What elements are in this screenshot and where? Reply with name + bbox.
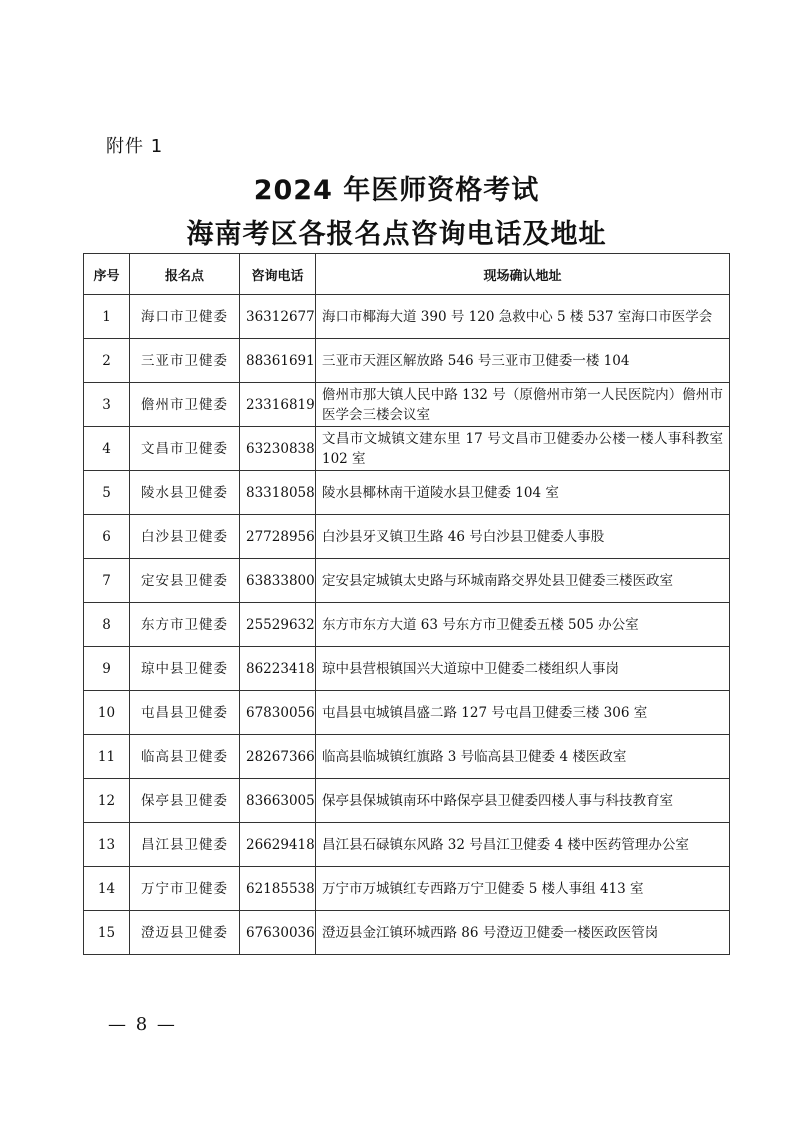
cell-serial-number: 1	[84, 295, 130, 339]
header-address: 现场确认地址	[316, 254, 730, 295]
cell-address: 屯昌县屯城镇昌盛二路 127 号屯昌卫健委三楼 306 室	[316, 691, 730, 735]
cell-serial-number: 12	[84, 779, 130, 823]
cell-serial-number: 4	[84, 427, 130, 471]
cell-registration-point: 万宁市卫健委	[130, 867, 240, 911]
cell-serial-number: 10	[84, 691, 130, 735]
cell-registration-point: 海口市卫健委	[130, 295, 240, 339]
cell-registration-point: 昌江县卫健委	[130, 823, 240, 867]
table-row	[84, 735, 730, 779]
cell-phone: 25529632	[240, 603, 316, 647]
cell-phone: 63230838	[240, 427, 316, 471]
page-number: — 8 —	[108, 1014, 177, 1035]
cell-address: 临高县临城镇红旗路 3 号临高县卫健委 4 楼医政室	[316, 735, 730, 779]
cell-phone: 63833800	[240, 559, 316, 603]
cell-phone: 27728956	[240, 515, 316, 559]
cell-address: 三亚市天涯区解放路 546 号三亚市卫健委一楼 104	[316, 339, 730, 383]
cell-address: 澄迈县金江镇环城西路 86 号澄迈卫健委一楼医政医管岗	[316, 911, 730, 955]
table-row	[84, 603, 730, 647]
table-row	[84, 867, 730, 911]
cell-registration-point: 临高县卫健委	[130, 735, 240, 779]
cell-phone: 62185538	[240, 867, 316, 911]
cell-serial-number: 6	[84, 515, 130, 559]
table-row	[84, 691, 730, 735]
cell-serial-number: 5	[84, 471, 130, 515]
table-row	[84, 295, 730, 339]
cell-serial-number: 3	[84, 383, 130, 427]
cell-address: 儋州市那大镇人民中路 132 号（原儋州市第一人民医院内）儋州市医学会三楼会议室	[316, 383, 730, 427]
cell-phone: 23316819	[240, 383, 316, 427]
cell-registration-point: 澄迈县卫健委	[130, 911, 240, 955]
cell-address: 万宁市万城镇红专西路万宁卫健委 5 楼人事组 413 室	[316, 867, 730, 911]
cell-address: 海口市椰海大道 390 号 120 急救中心 5 楼 537 室海口市医学会	[316, 295, 730, 339]
table-row	[84, 823, 730, 867]
cell-serial-number: 14	[84, 867, 130, 911]
cell-address: 陵水县椰林南干道陵水县卫健委 104 室	[316, 471, 730, 515]
header-registration-point: 报名点	[130, 254, 240, 295]
cell-registration-point: 琼中县卫健委	[130, 647, 240, 691]
cell-serial-number: 9	[84, 647, 130, 691]
table-row	[84, 559, 730, 603]
cell-serial-number: 15	[84, 911, 130, 955]
cell-serial-number: 13	[84, 823, 130, 867]
cell-registration-point: 保亭县卫健委	[130, 779, 240, 823]
registration-points-table	[83, 253, 730, 955]
cell-serial-number: 8	[84, 603, 130, 647]
table-row	[84, 383, 730, 427]
cell-registration-point: 东方市卫健委	[130, 603, 240, 647]
cell-address: 白沙县牙叉镇卫生路 46 号白沙县卫健委人事股	[316, 515, 730, 559]
cell-registration-point: 定安县卫健委	[130, 559, 240, 603]
cell-address: 昌江县石碌镇东风路 32 号昌江卫健委 4 楼中医药管理办公室	[316, 823, 730, 867]
cell-serial-number: 2	[84, 339, 130, 383]
cell-registration-point: 屯昌县卫健委	[130, 691, 240, 735]
attachment-label: 附件 1	[106, 136, 164, 157]
table-row	[84, 911, 730, 955]
cell-registration-point: 陵水县卫健委	[130, 471, 240, 515]
table-row	[84, 427, 730, 471]
table-row	[84, 339, 730, 383]
cell-phone: 83318058	[240, 471, 316, 515]
cell-address: 琼中县营根镇国兴大道琼中卫健委二楼组织人事岗	[316, 647, 730, 691]
header-phone: 咨询电话	[240, 254, 316, 295]
table-body	[84, 295, 730, 955]
table-row	[84, 471, 730, 515]
cell-phone: 26629418	[240, 823, 316, 867]
cell-address: 文昌市文城镇文建东里 17 号文昌市卫健委办公楼一楼人事科教室 102 室	[316, 427, 730, 471]
cell-address: 东方市东方大道 63 号东方市卫健委五楼 505 办公室	[316, 603, 730, 647]
table-header-row	[84, 254, 730, 295]
cell-registration-point: 儋州市卫健委	[130, 383, 240, 427]
cell-phone: 88361691	[240, 339, 316, 383]
table-row	[84, 647, 730, 691]
document-title-line-1: 2024 年医师资格考试	[253, 175, 540, 206]
table-row	[84, 779, 730, 823]
cell-phone: 28267366	[240, 735, 316, 779]
cell-phone: 83663005	[240, 779, 316, 823]
cell-registration-point: 白沙县卫健委	[130, 515, 240, 559]
cell-serial-number: 7	[84, 559, 130, 603]
cell-address: 保亭县保城镇南环中路保亭县卫健委四楼人事与科技教育室	[316, 779, 730, 823]
cell-phone: 36312677	[240, 295, 316, 339]
table-row	[84, 515, 730, 559]
document-title-line-2: 海南考区各报名点咨询电话及地址	[186, 219, 607, 250]
cell-phone: 67630036	[240, 911, 316, 955]
cell-phone: 67830056	[240, 691, 316, 735]
cell-registration-point: 文昌市卫健委	[130, 427, 240, 471]
cell-address: 定安县定城镇太史路与环城南路交界处县卫健委三楼医政室	[316, 559, 730, 603]
cell-phone: 86223418	[240, 647, 316, 691]
cell-registration-point: 三亚市卫健委	[130, 339, 240, 383]
cell-serial-number: 11	[84, 735, 130, 779]
header-serial-number: 序号	[84, 254, 130, 295]
